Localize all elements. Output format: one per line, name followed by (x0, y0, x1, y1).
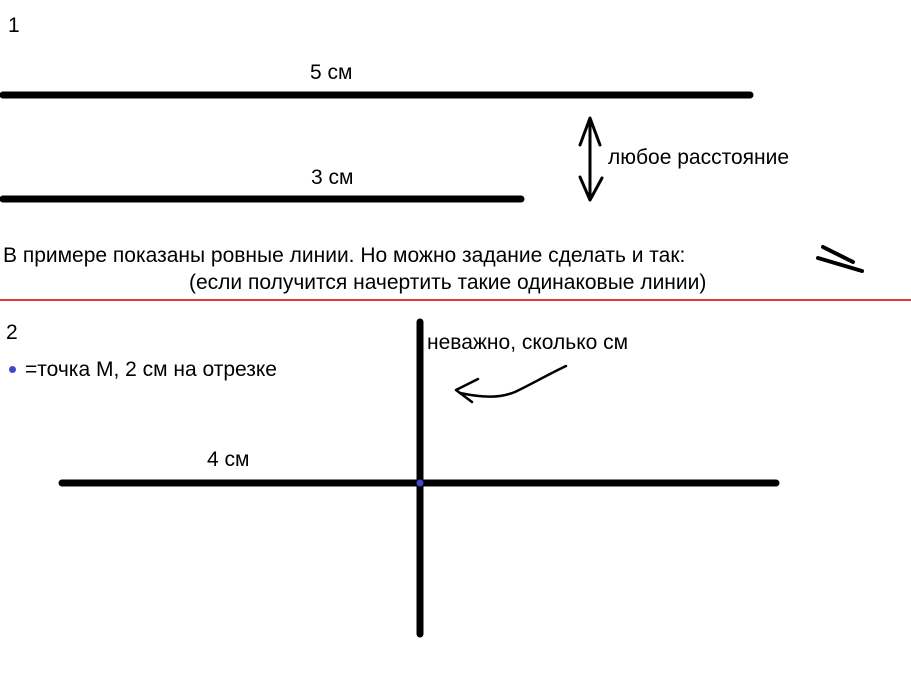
section-number-2: 2 (6, 321, 18, 344)
section-number-1: 1 (8, 14, 20, 37)
point-m (417, 480, 424, 487)
line-5cm-label: 5 см (310, 61, 353, 84)
distance-label: любое расстояние (608, 146, 790, 169)
parallel-lines-mark-icon (818, 247, 862, 271)
point-legend-text: =точка М, 2 см на отрезке (25, 358, 277, 381)
double-arrow-icon (580, 118, 602, 200)
horizontal-segment-label: 4 см (207, 448, 250, 471)
note-line-2: (если получится начертить такие одинаковые линии) (189, 271, 707, 294)
curved-arrow-icon (456, 366, 566, 402)
note-line-1: В примере показаны ровные линии. Но можно задание сделать и так: (3, 244, 686, 267)
point-legend-bullet-icon (9, 366, 16, 373)
vertical-segment-note: неважно, сколько см (427, 331, 629, 354)
line-3cm-label: 3 см (311, 166, 354, 189)
